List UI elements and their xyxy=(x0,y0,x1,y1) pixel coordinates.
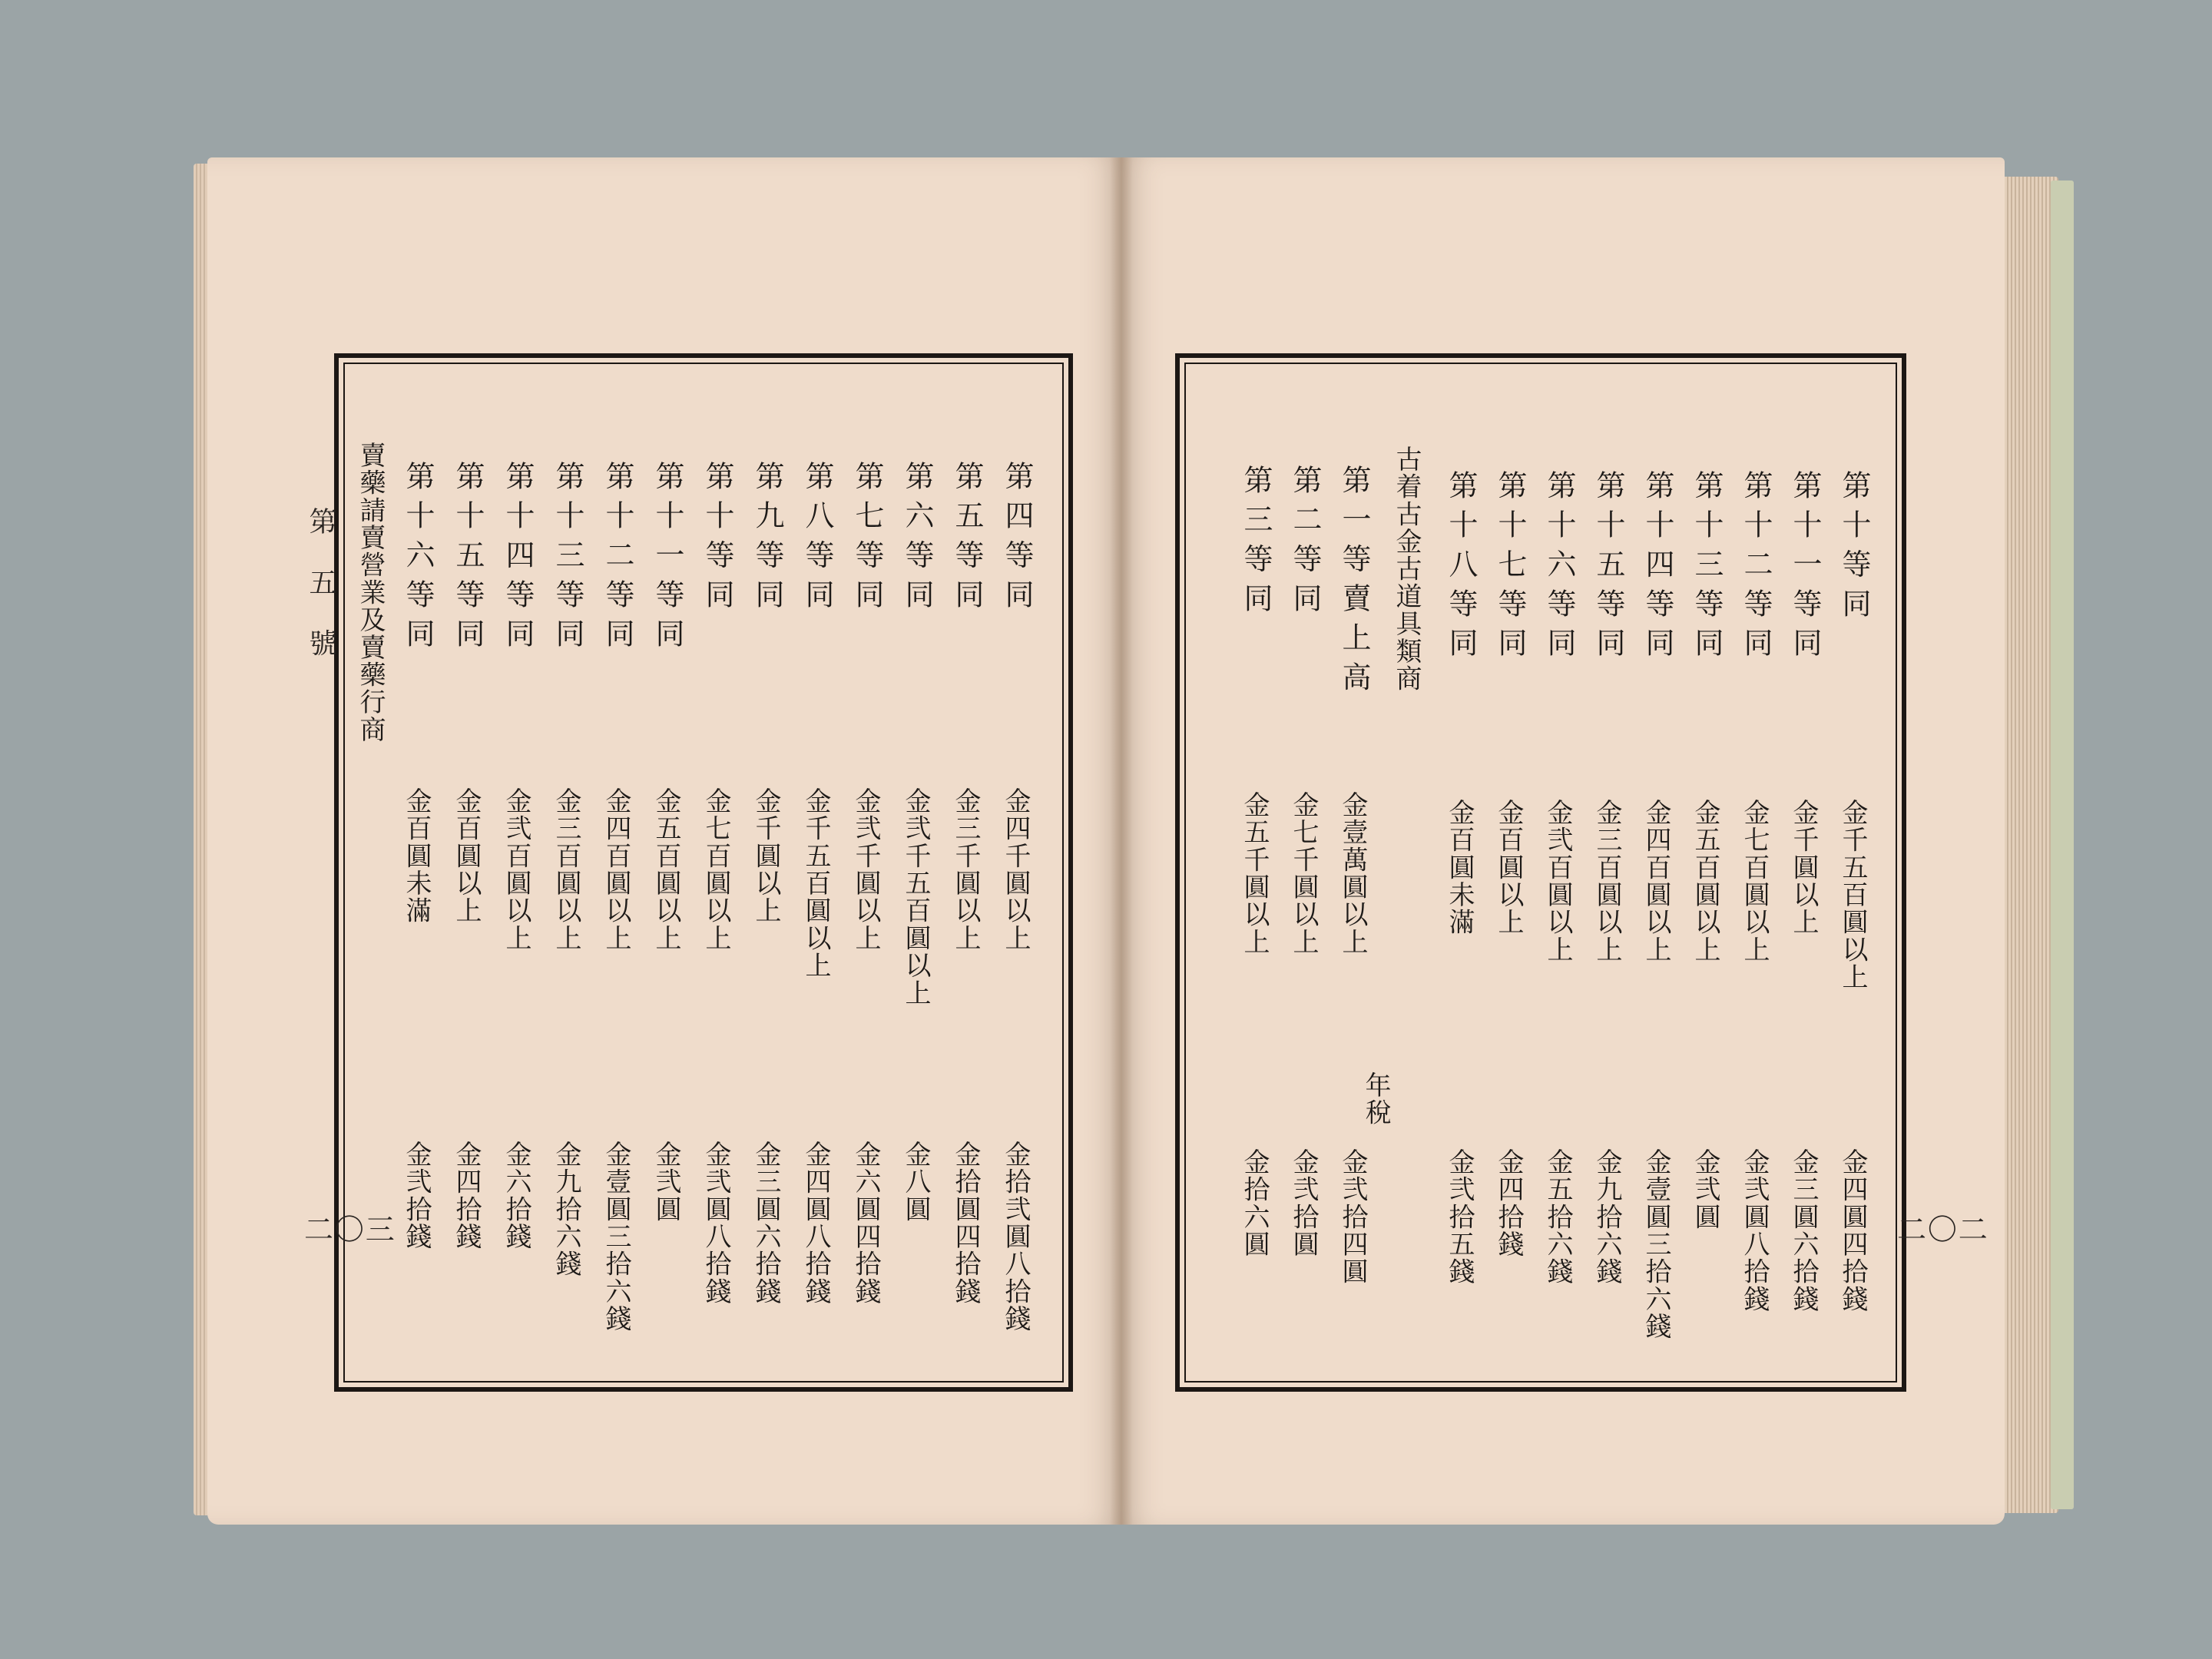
grade-cell: 第十六等同 xyxy=(1542,470,1576,667)
tax-cell: 金六拾錢 xyxy=(501,1141,531,1250)
tax-cell: 金弐圓 xyxy=(1690,1148,1720,1231)
grade-cell: 第十一等同 xyxy=(1788,470,1822,667)
tax-cell: 金三圓六拾錢 xyxy=(750,1141,781,1306)
grade-cell: 第四等同 xyxy=(1000,461,1034,619)
amount-cell: 金七百圓以上 xyxy=(1739,799,1770,964)
grade-cell: 第十二等同 xyxy=(601,461,634,658)
tax-cell: 金九拾六錢 xyxy=(551,1141,581,1278)
tax-cell: 金弐拾錢 xyxy=(401,1141,432,1250)
amount-cell: 金弐百圓以上 xyxy=(1542,799,1573,964)
amount-cell: 金百圓未滿 xyxy=(401,787,432,925)
tax-cell: 金壹圓三拾六錢 xyxy=(1641,1148,1671,1340)
amount-cell: 金弐千圓以上 xyxy=(850,787,881,952)
tax-cell: 金四拾錢 xyxy=(451,1141,482,1250)
tax-cell: 金弐拾圓 xyxy=(1288,1148,1319,1258)
grade-cell: 第十等同 xyxy=(700,461,734,619)
grade-cell: 第六等同 xyxy=(900,461,934,619)
amount-cell: 金百圓以上 xyxy=(1493,799,1524,936)
amount-cell: 金四千圓以上 xyxy=(1000,787,1031,952)
amount-cell: 金千圓以上 xyxy=(750,787,781,925)
tax-cell: 金弐圓八拾錢 xyxy=(1739,1148,1770,1313)
tax-cell: 金四圓四拾錢 xyxy=(1837,1148,1868,1313)
amount-cell: 金七百圓以上 xyxy=(700,787,731,952)
grade-cell: 第五等同 xyxy=(950,461,984,619)
grade-cell: 第十三等同 xyxy=(551,461,584,658)
amount-cell: 金五百圓以上 xyxy=(651,787,681,952)
book-gutter xyxy=(1110,157,1133,1525)
tax-header: 年稅 xyxy=(1360,1071,1391,1127)
grade-cell: 第一等賣上高 xyxy=(1337,465,1371,701)
grade-cell: 第九等同 xyxy=(750,461,784,619)
tax-cell: 金拾六圓 xyxy=(1239,1148,1270,1258)
amount-cell: 金三千圓以上 xyxy=(950,787,981,952)
amount-cell: 金百圓未滿 xyxy=(1444,799,1475,936)
amount-cell: 金五千圓以上 xyxy=(1239,791,1270,956)
amount-cell: 金四百圓以上 xyxy=(601,787,631,952)
grade-cell: 第十五等同 xyxy=(1591,470,1625,667)
tax-cell: 金四圓八拾錢 xyxy=(800,1141,831,1306)
tax-cell: 金四拾錢 xyxy=(1493,1148,1524,1258)
amount-cell: 金弐千五百圓以上 xyxy=(900,787,931,1007)
amount-cell: 金三百圓以上 xyxy=(551,787,581,952)
tax-cell: 金六圓四拾錢 xyxy=(850,1141,881,1306)
amount-cell: 金七千圓以上 xyxy=(1288,791,1319,956)
amount-cell: 金弐百圓以上 xyxy=(501,787,531,952)
grade-cell: 第十五等同 xyxy=(451,461,485,658)
grade-cell: 第十八等同 xyxy=(1444,470,1478,667)
tax-cell: 金八圓 xyxy=(900,1141,931,1224)
grade-cell: 第三等同 xyxy=(1239,465,1273,623)
amount-cell: 金千五百圓以上 xyxy=(800,787,831,979)
tax-cell: 金拾弐圓八拾錢 xyxy=(1000,1141,1031,1333)
amount-cell: 金五百圓以上 xyxy=(1690,799,1720,964)
back-cover xyxy=(2051,180,2074,1509)
tax-cell: 金拾圓四拾錢 xyxy=(950,1141,981,1306)
running-head: 第五號 xyxy=(305,507,336,690)
right-page-number: 二〇二 xyxy=(1897,1213,1989,1247)
tax-cell: 金三圓六拾錢 xyxy=(1788,1148,1819,1313)
grade-cell: 第十三等同 xyxy=(1690,470,1724,667)
grade-cell: 第十等同 xyxy=(1837,470,1871,628)
amount-cell: 金四百圓以上 xyxy=(1641,799,1671,964)
amount-cell: 金壹萬圓以上 xyxy=(1337,791,1368,956)
left-page-number: 二〇三 xyxy=(304,1213,396,1247)
tax-cell: 金弐拾五錢 xyxy=(1444,1148,1475,1286)
tax-cell: 金壹圓三拾六錢 xyxy=(601,1141,631,1333)
tax-cell: 金五拾六錢 xyxy=(1542,1148,1573,1286)
grade-cell: 第十二等同 xyxy=(1739,470,1773,667)
grade-cell: 第二等同 xyxy=(1288,465,1322,623)
amount-cell: 金三百圓以上 xyxy=(1591,799,1622,964)
category-heading: 古着古金古道具類商 xyxy=(1391,445,1422,693)
amount-cell: 金百圓以上 xyxy=(451,787,482,925)
amount-cell: 金千圓以上 xyxy=(1788,799,1819,936)
amount-cell: 金千五百圓以上 xyxy=(1837,799,1868,991)
grade-cell: 第十七等同 xyxy=(1493,470,1527,667)
tax-cell: 金弐圓八拾錢 xyxy=(700,1141,731,1306)
grade-cell: 第八等同 xyxy=(800,461,834,619)
tax-cell: 金弐圓 xyxy=(651,1141,681,1224)
grade-cell: 第十六等同 xyxy=(401,461,435,658)
tax-cell: 金九拾六錢 xyxy=(1591,1148,1622,1286)
grade-cell: 第七等同 xyxy=(850,461,884,619)
grade-cell: 第十一等同 xyxy=(651,461,684,658)
grade-cell: 第十四等同 xyxy=(501,461,535,658)
category-heading: 賣藥請賣營業及賣藥行商 xyxy=(355,442,386,743)
grade-cell: 第十四等同 xyxy=(1641,470,1674,667)
tax-cell: 金弐拾四圓 xyxy=(1337,1148,1368,1286)
